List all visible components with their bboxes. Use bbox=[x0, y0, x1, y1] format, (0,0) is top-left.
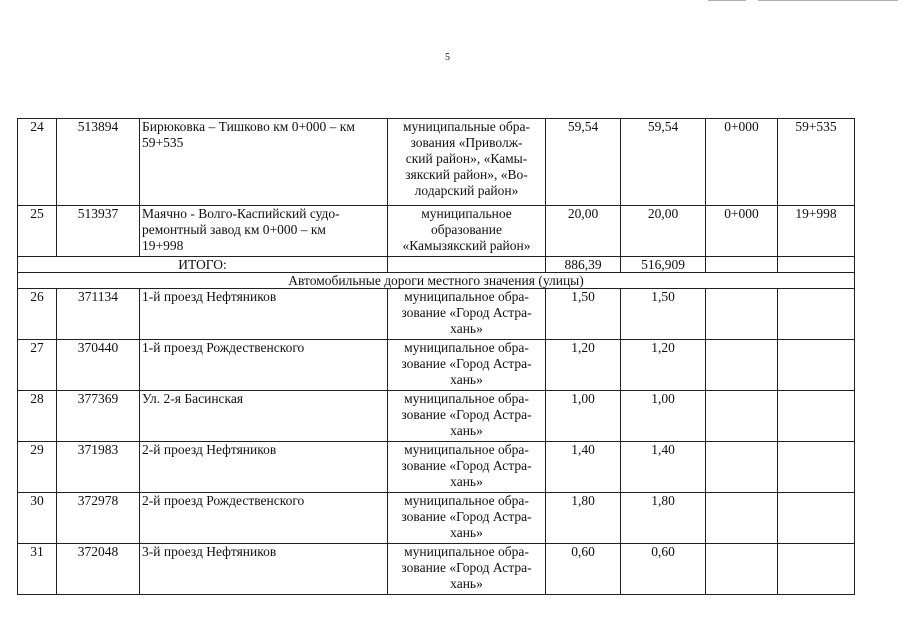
road-name-line: Маячно - Волго-Каспийский судо- bbox=[142, 206, 340, 221]
road-code: 513937 bbox=[57, 206, 140, 257]
row-number: 29 bbox=[18, 442, 57, 493]
km-start bbox=[706, 493, 778, 544]
km-end bbox=[778, 391, 855, 442]
length-total: 1,20 bbox=[546, 340, 621, 391]
page-number: 5 bbox=[445, 52, 450, 63]
length-paved: 1,50 bbox=[621, 289, 706, 340]
length-total: 1,50 bbox=[546, 289, 621, 340]
km-end: 59+535 bbox=[778, 119, 855, 206]
owner-line: хань» bbox=[450, 474, 483, 489]
length-total: 0,60 bbox=[546, 544, 621, 595]
length-total: 20,00 bbox=[546, 206, 621, 257]
km-start bbox=[706, 340, 778, 391]
section-row bbox=[18, 273, 855, 289]
road-name: 2-й проезд Рождественского bbox=[140, 493, 388, 544]
km-end: 19+998 bbox=[778, 206, 855, 257]
owner-line: хань» bbox=[450, 576, 483, 591]
total-empty-cell bbox=[388, 257, 546, 273]
owner-line: зование «Город Астра- bbox=[401, 356, 532, 371]
length-paved: 20,00 bbox=[621, 206, 706, 257]
road-code: 377369 bbox=[57, 391, 140, 442]
table-row bbox=[18, 493, 855, 544]
road-code: 371983 bbox=[57, 442, 140, 493]
road-code: 513894 bbox=[57, 119, 140, 206]
total-row bbox=[18, 257, 855, 273]
owner-line: зование «Город Астра- bbox=[401, 458, 532, 473]
length-paved: 59,54 bbox=[621, 119, 706, 206]
owner-line: зование «Город Астра- bbox=[401, 305, 532, 320]
section-title: Автомобильные дороги местного значения (улицы) bbox=[18, 273, 855, 289]
owner-line: муниципальное обра- bbox=[404, 544, 529, 559]
km-end bbox=[778, 442, 855, 493]
owner-line: зования «Приволж- bbox=[410, 135, 523, 150]
owner-line: хань» bbox=[450, 321, 483, 336]
table-row bbox=[18, 340, 855, 391]
km-start bbox=[706, 442, 778, 493]
row-number: 30 bbox=[18, 493, 57, 544]
length-total: 1,00 bbox=[546, 391, 621, 442]
owner-line: лодарский район» bbox=[414, 183, 519, 198]
road-code: 372978 bbox=[57, 493, 140, 544]
row-number: 25 bbox=[18, 206, 57, 257]
km-start bbox=[706, 289, 778, 340]
road-name: 2-й проезд Нефтяников bbox=[140, 442, 388, 493]
scan-mark-left bbox=[708, 0, 746, 1]
length-total: 1,40 bbox=[546, 442, 621, 493]
row-number: 24 bbox=[18, 119, 57, 206]
owner-line: муниципальное обра- bbox=[404, 289, 529, 304]
road-owner bbox=[388, 206, 546, 257]
owner-line: зякский район», «Во- bbox=[405, 167, 528, 182]
owner-line: муниципальные обра- bbox=[403, 119, 530, 134]
road-name: 1-й проезд Рождественского bbox=[140, 340, 388, 391]
roads-table bbox=[17, 118, 855, 595]
road-name-line: ремонтный завод км 0+000 – км bbox=[142, 222, 326, 237]
row-number: 26 bbox=[18, 289, 57, 340]
table-row bbox=[18, 119, 855, 206]
length-paved: 1,80 bbox=[621, 493, 706, 544]
length-paved: 1,00 bbox=[621, 391, 706, 442]
owner-line: «Камызякский район» bbox=[402, 238, 531, 253]
length-paved: 1,40 bbox=[621, 442, 706, 493]
km-end bbox=[778, 544, 855, 595]
owner-line: муниципальное обра- bbox=[404, 442, 529, 457]
length-paved: 1,20 bbox=[621, 340, 706, 391]
road-owner bbox=[388, 340, 546, 391]
km-end bbox=[778, 340, 855, 391]
km-start: 0+000 bbox=[706, 119, 778, 206]
road-owner bbox=[388, 493, 546, 544]
length-total: 1,80 bbox=[546, 493, 621, 544]
owner-line: хань» bbox=[450, 423, 483, 438]
owner-line: хань» bbox=[450, 372, 483, 387]
owner-line: ский район», «Камы- bbox=[405, 151, 528, 166]
km-end bbox=[778, 493, 855, 544]
table-row bbox=[18, 442, 855, 493]
road-owner bbox=[388, 119, 546, 206]
owner-line: образование bbox=[431, 222, 502, 237]
road-owner bbox=[388, 289, 546, 340]
road-name bbox=[140, 119, 388, 206]
row-number: 27 bbox=[18, 340, 57, 391]
owner-line: зование «Город Астра- bbox=[401, 560, 532, 575]
road-name-line: 59+535 bbox=[142, 135, 184, 150]
road-name: 1-й проезд Нефтяников bbox=[140, 289, 388, 340]
row-number: 31 bbox=[18, 544, 57, 595]
road-name-line: Бирюковка – Тишково км 0+000 – км bbox=[142, 119, 355, 134]
owner-line: муниципальное обра- bbox=[404, 340, 529, 355]
road-name: Ул. 2-я Басинская bbox=[140, 391, 388, 442]
road-owner bbox=[388, 442, 546, 493]
km-start bbox=[706, 544, 778, 595]
road-code: 371134 bbox=[57, 289, 140, 340]
km-start: 0+000 bbox=[706, 206, 778, 257]
table-row bbox=[18, 544, 855, 595]
road-owner bbox=[388, 544, 546, 595]
road-code: 370440 bbox=[57, 340, 140, 391]
owner-line: хань» bbox=[450, 525, 483, 540]
total-label: ИТОГО: bbox=[18, 257, 388, 273]
owner-line: зование «Город Астра- bbox=[401, 509, 532, 524]
row-number: 28 bbox=[18, 391, 57, 442]
table-row bbox=[18, 206, 855, 257]
road-owner bbox=[388, 391, 546, 442]
table-row bbox=[18, 289, 855, 340]
km-end bbox=[778, 289, 855, 340]
length-paved: 0,60 bbox=[621, 544, 706, 595]
road-code: 372048 bbox=[57, 544, 140, 595]
length-total: 59,54 bbox=[546, 119, 621, 206]
owner-line: зование «Город Астра- bbox=[401, 407, 532, 422]
table-row bbox=[18, 391, 855, 442]
owner-line: муниципальное обра- bbox=[404, 391, 529, 406]
owner-line: муниципальное обра- bbox=[404, 493, 529, 508]
road-name bbox=[140, 206, 388, 257]
total-length-total: 886,39 bbox=[546, 257, 621, 273]
scan-mark-right bbox=[758, 0, 898, 1]
road-name-line: 19+998 bbox=[142, 238, 184, 253]
total-length-paved: 516,909 bbox=[621, 257, 706, 273]
km-start bbox=[706, 391, 778, 442]
total-empty-cell bbox=[778, 257, 855, 273]
owner-line: муниципальное bbox=[421, 206, 512, 221]
road-name: 3-й проезд Нефтяников bbox=[140, 544, 388, 595]
total-empty-cell bbox=[706, 257, 778, 273]
